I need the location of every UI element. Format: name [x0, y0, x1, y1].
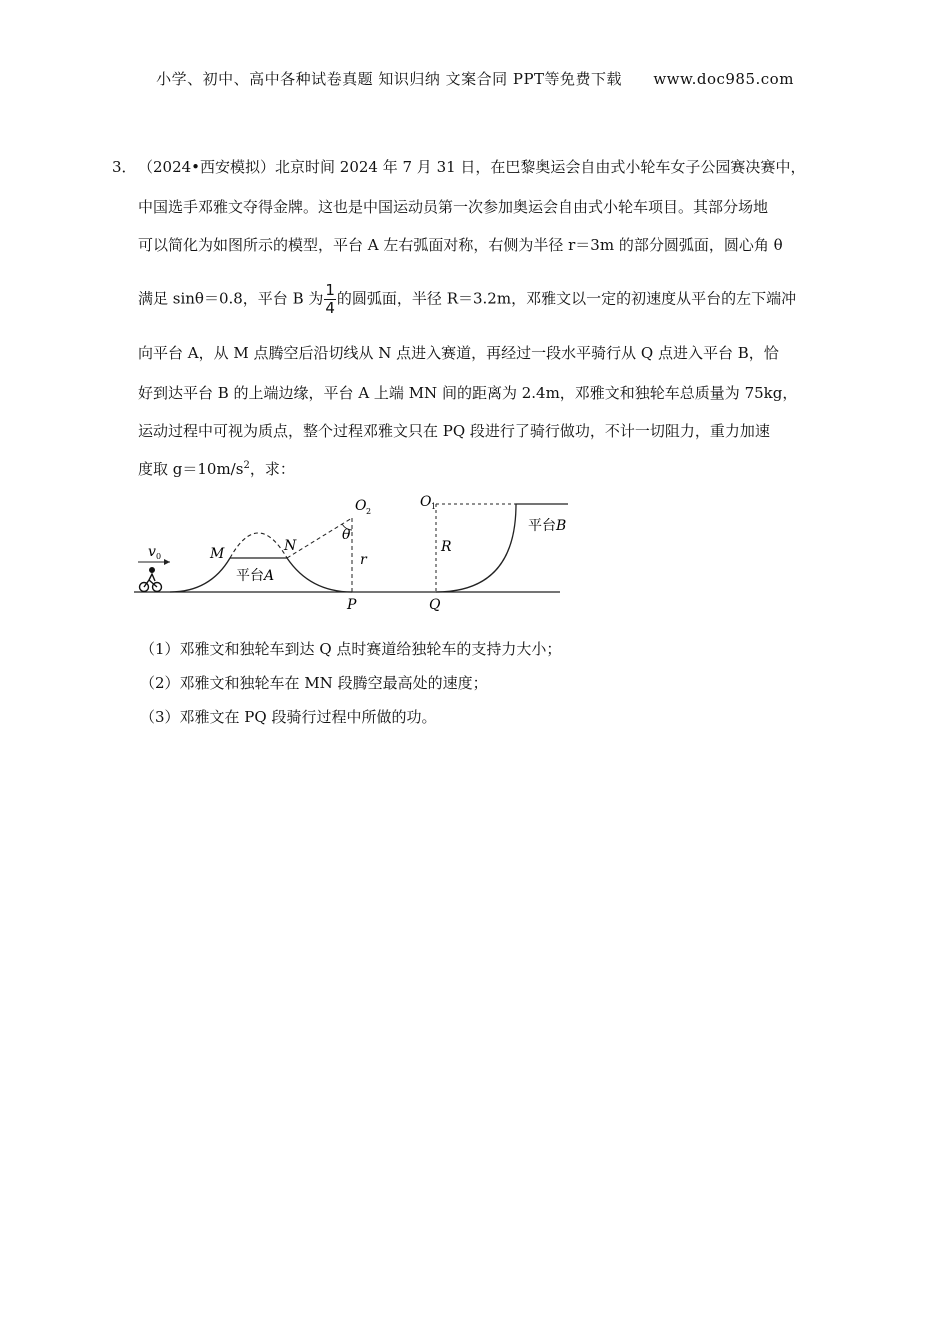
theta-label: θ: [342, 527, 351, 543]
problem-line-2: 中国选手邓雅文夺得金牌。这也是中国运动员第一次参加奥运会自由式小轮车项目。其部分场地: [138, 198, 769, 216]
v0-label: v: [148, 544, 156, 560]
problem-line-4: [138, 282, 796, 317]
platform-a-label: 平台A: [236, 568, 275, 584]
problem-line-8: [138, 458, 295, 479]
problem-line-3: 可以简化为如图所示的模型，平台 A 左右弧面对称，右侧为半径 r＝3m 的部分圆弧面，圆心角 θ: [138, 236, 783, 254]
o2-subscript: 2: [366, 507, 372, 516]
point-p-label: P: [347, 597, 357, 613]
header-site: www.doc985.com: [653, 70, 794, 88]
line8-sup: 2: [243, 460, 250, 471]
problem-number: 3．: [112, 158, 137, 176]
o1-subscript: 1: [431, 502, 437, 511]
line4-post: 的圆弧面，半径 R＝3.2m，邓雅文以一定的初速度从平台的左下端冲: [336, 289, 797, 308]
point-n-label: N: [284, 538, 297, 554]
point-m-label: M: [210, 546, 225, 562]
track-diagram: [130, 492, 570, 616]
problem-line-1: （2024•西安模拟）北京时间 2024 年 7 月 31 日，在巴黎奥运会自由式小轮车女子公园赛决赛中，: [138, 158, 806, 176]
point-q-label: Q: [429, 597, 441, 613]
cyclist-icon: [140, 568, 162, 592]
line4-pre: 满足 sinθ＝0.8，平台 B 为: [138, 289, 324, 308]
question-1: （1）邓雅文和独轮车到达 Q 点时赛道给独轮车的支持力大小；: [140, 640, 562, 658]
flight-trajectory: [230, 533, 287, 558]
platform-b-label: 平台B: [528, 518, 567, 534]
radius-r-label: r: [360, 552, 367, 568]
radius-R-label: R: [441, 539, 452, 555]
line8-post: ，求：: [249, 460, 295, 478]
v0-arrowhead: [164, 559, 170, 565]
problem-line-6: 好到达平台 B 的上端边缘，平台 A 上端 MN 间的距离为 2.4m，邓雅文和独轮车总质量为 75kg，: [138, 384, 798, 402]
problem-line-5: 向平台 A，从 M 点腾空后沿切线从 N 点进入赛道，再经过一段水平骑行从 Q 点进入平台 B，恰: [138, 344, 779, 362]
o2-label: O: [355, 498, 367, 514]
page-header: [0, 68, 950, 89]
fraction-denominator: 4: [325, 299, 335, 317]
fraction-numerator: 1: [325, 281, 335, 299]
o1-label: O: [420, 494, 432, 510]
problem-line-7: 运动过程中可视为质点，整个过程邓雅文只在 PQ 段进行了骑行做功，不计一切阻力，重力加速: [138, 422, 770, 440]
fraction-one-quarter: [324, 282, 336, 317]
v0-subscript: 0: [156, 552, 162, 561]
line8-pre: 度取 g＝10m/s: [138, 460, 244, 478]
question-3: （3）邓雅文在 PQ 段骑行过程中所做的功。: [140, 708, 437, 726]
header-text: 小学、初中、高中各种试卷真题 知识归纳 文案合同 PPT等免费下载: [156, 70, 623, 88]
question-2: （2）邓雅文和独轮车在 MN 段腾空最高处的速度；: [140, 674, 488, 692]
